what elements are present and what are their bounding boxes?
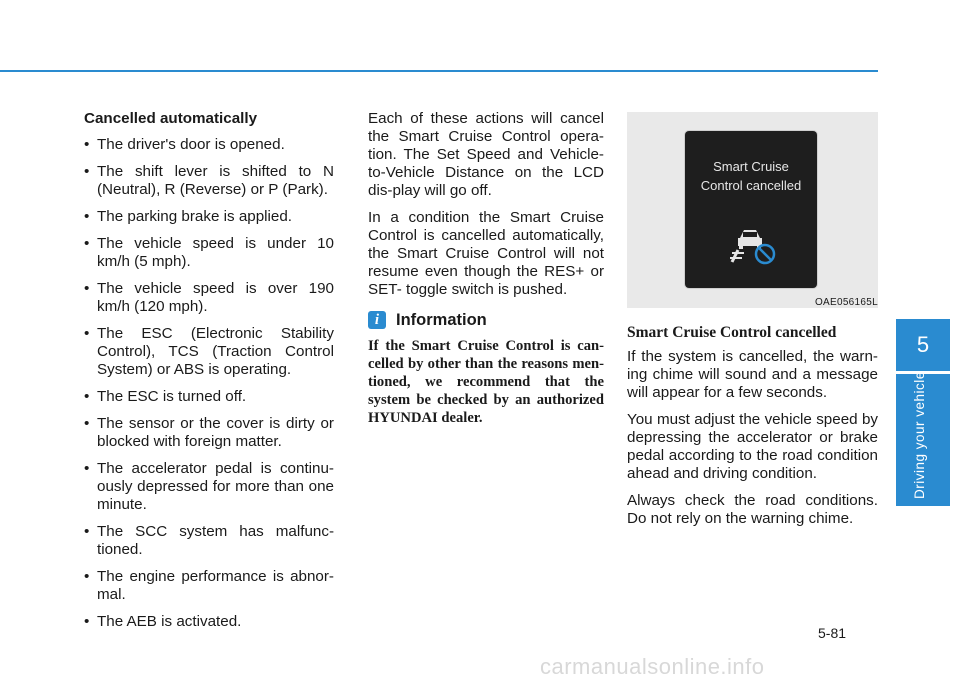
chapter-number: 5	[916, 332, 930, 357]
chapter-label: Driving your vehicle	[912, 371, 927, 499]
list-item: • The sensor or the cover is dirty or blocked with foreign matter.	[84, 415, 334, 451]
list-item: • The shift lever is shifted to N (Neutral), R (Reverse) or P (Park).	[84, 163, 334, 199]
subheading: Smart Cruise Control cancelled	[627, 324, 837, 341]
paragraph: If the system is cancelled, the warn-ing chime will sound and a message will appear for a few seconds.	[627, 348, 878, 401]
info-body: If the Smart Cruise Control is can-celled by other than the reasons men-tioned, we recommend that the system be checked by an authorized HYUNDAI dealer.	[368, 338, 604, 426]
section-heading: Cancelled automatically	[84, 110, 258, 127]
info-icon: i	[368, 311, 386, 329]
info-header	[368, 311, 604, 329]
list-item: • The accelerator pedal is continu-ously depressed for more than one minute.	[84, 460, 334, 514]
figure-code: OAE056165L	[814, 297, 878, 308]
screen-message-line1: Smart Cruise	[713, 159, 789, 174]
paragraph: Each of these actions will cancel the Smart Cruise Control opera-tion. The Set Speed and Vehicle-to-Vehicle Distance on the LCD dis-play will go off.	[368, 110, 604, 199]
list-item: • The engine performance is abnor-mal.	[84, 568, 334, 604]
page-number: 5-81	[818, 625, 847, 641]
lcd-screen	[685, 131, 817, 288]
chapter-tab	[896, 319, 950, 506]
paragraph: You must adjust the vehicle speed by depressing the accelerator or brake pedal according to the road condition ahead and driving condition.	[627, 411, 878, 482]
column-right	[627, 108, 878, 537]
list-item: • The parking brake is applied.	[84, 208, 334, 226]
column-middle	[368, 110, 604, 427]
header-rule	[0, 70, 878, 72]
list-item: • The vehicle speed is under 10 km/h (5 mph).	[84, 235, 334, 271]
column-left	[84, 110, 334, 640]
paragraph: Always check the road conditions. Do not rely on the warning chime.	[627, 492, 878, 527]
list-item: • The driver's door is opened.	[84, 136, 334, 154]
list-item: • The SCC system has malfunc-tioned.	[84, 523, 334, 559]
paragraph: In a condition the Smart Cruise Control is cancelled automatically, the Smart Cruise Control will not resume even though the RES+ or SET- toggle switch is pushed.	[368, 209, 604, 298]
car-cancel-icon	[730, 226, 778, 266]
watermark: carmanualsonline.info	[540, 654, 765, 679]
info-title: Information	[396, 311, 487, 329]
cancel-conditions-list	[84, 136, 334, 631]
list-item: • The ESC is turned off.	[84, 388, 334, 406]
list-item: • The ESC (Electronic Stability Control), TCS (Traction Control System) or ABS is operating.	[84, 325, 334, 379]
list-item: • The AEB is activated.	[84, 613, 334, 631]
cluster-figure	[627, 112, 878, 308]
screen-message-line2: Control cancelled	[700, 178, 802, 193]
list-item: • The vehicle speed is over 190 km/h (120 mph).	[84, 280, 334, 316]
